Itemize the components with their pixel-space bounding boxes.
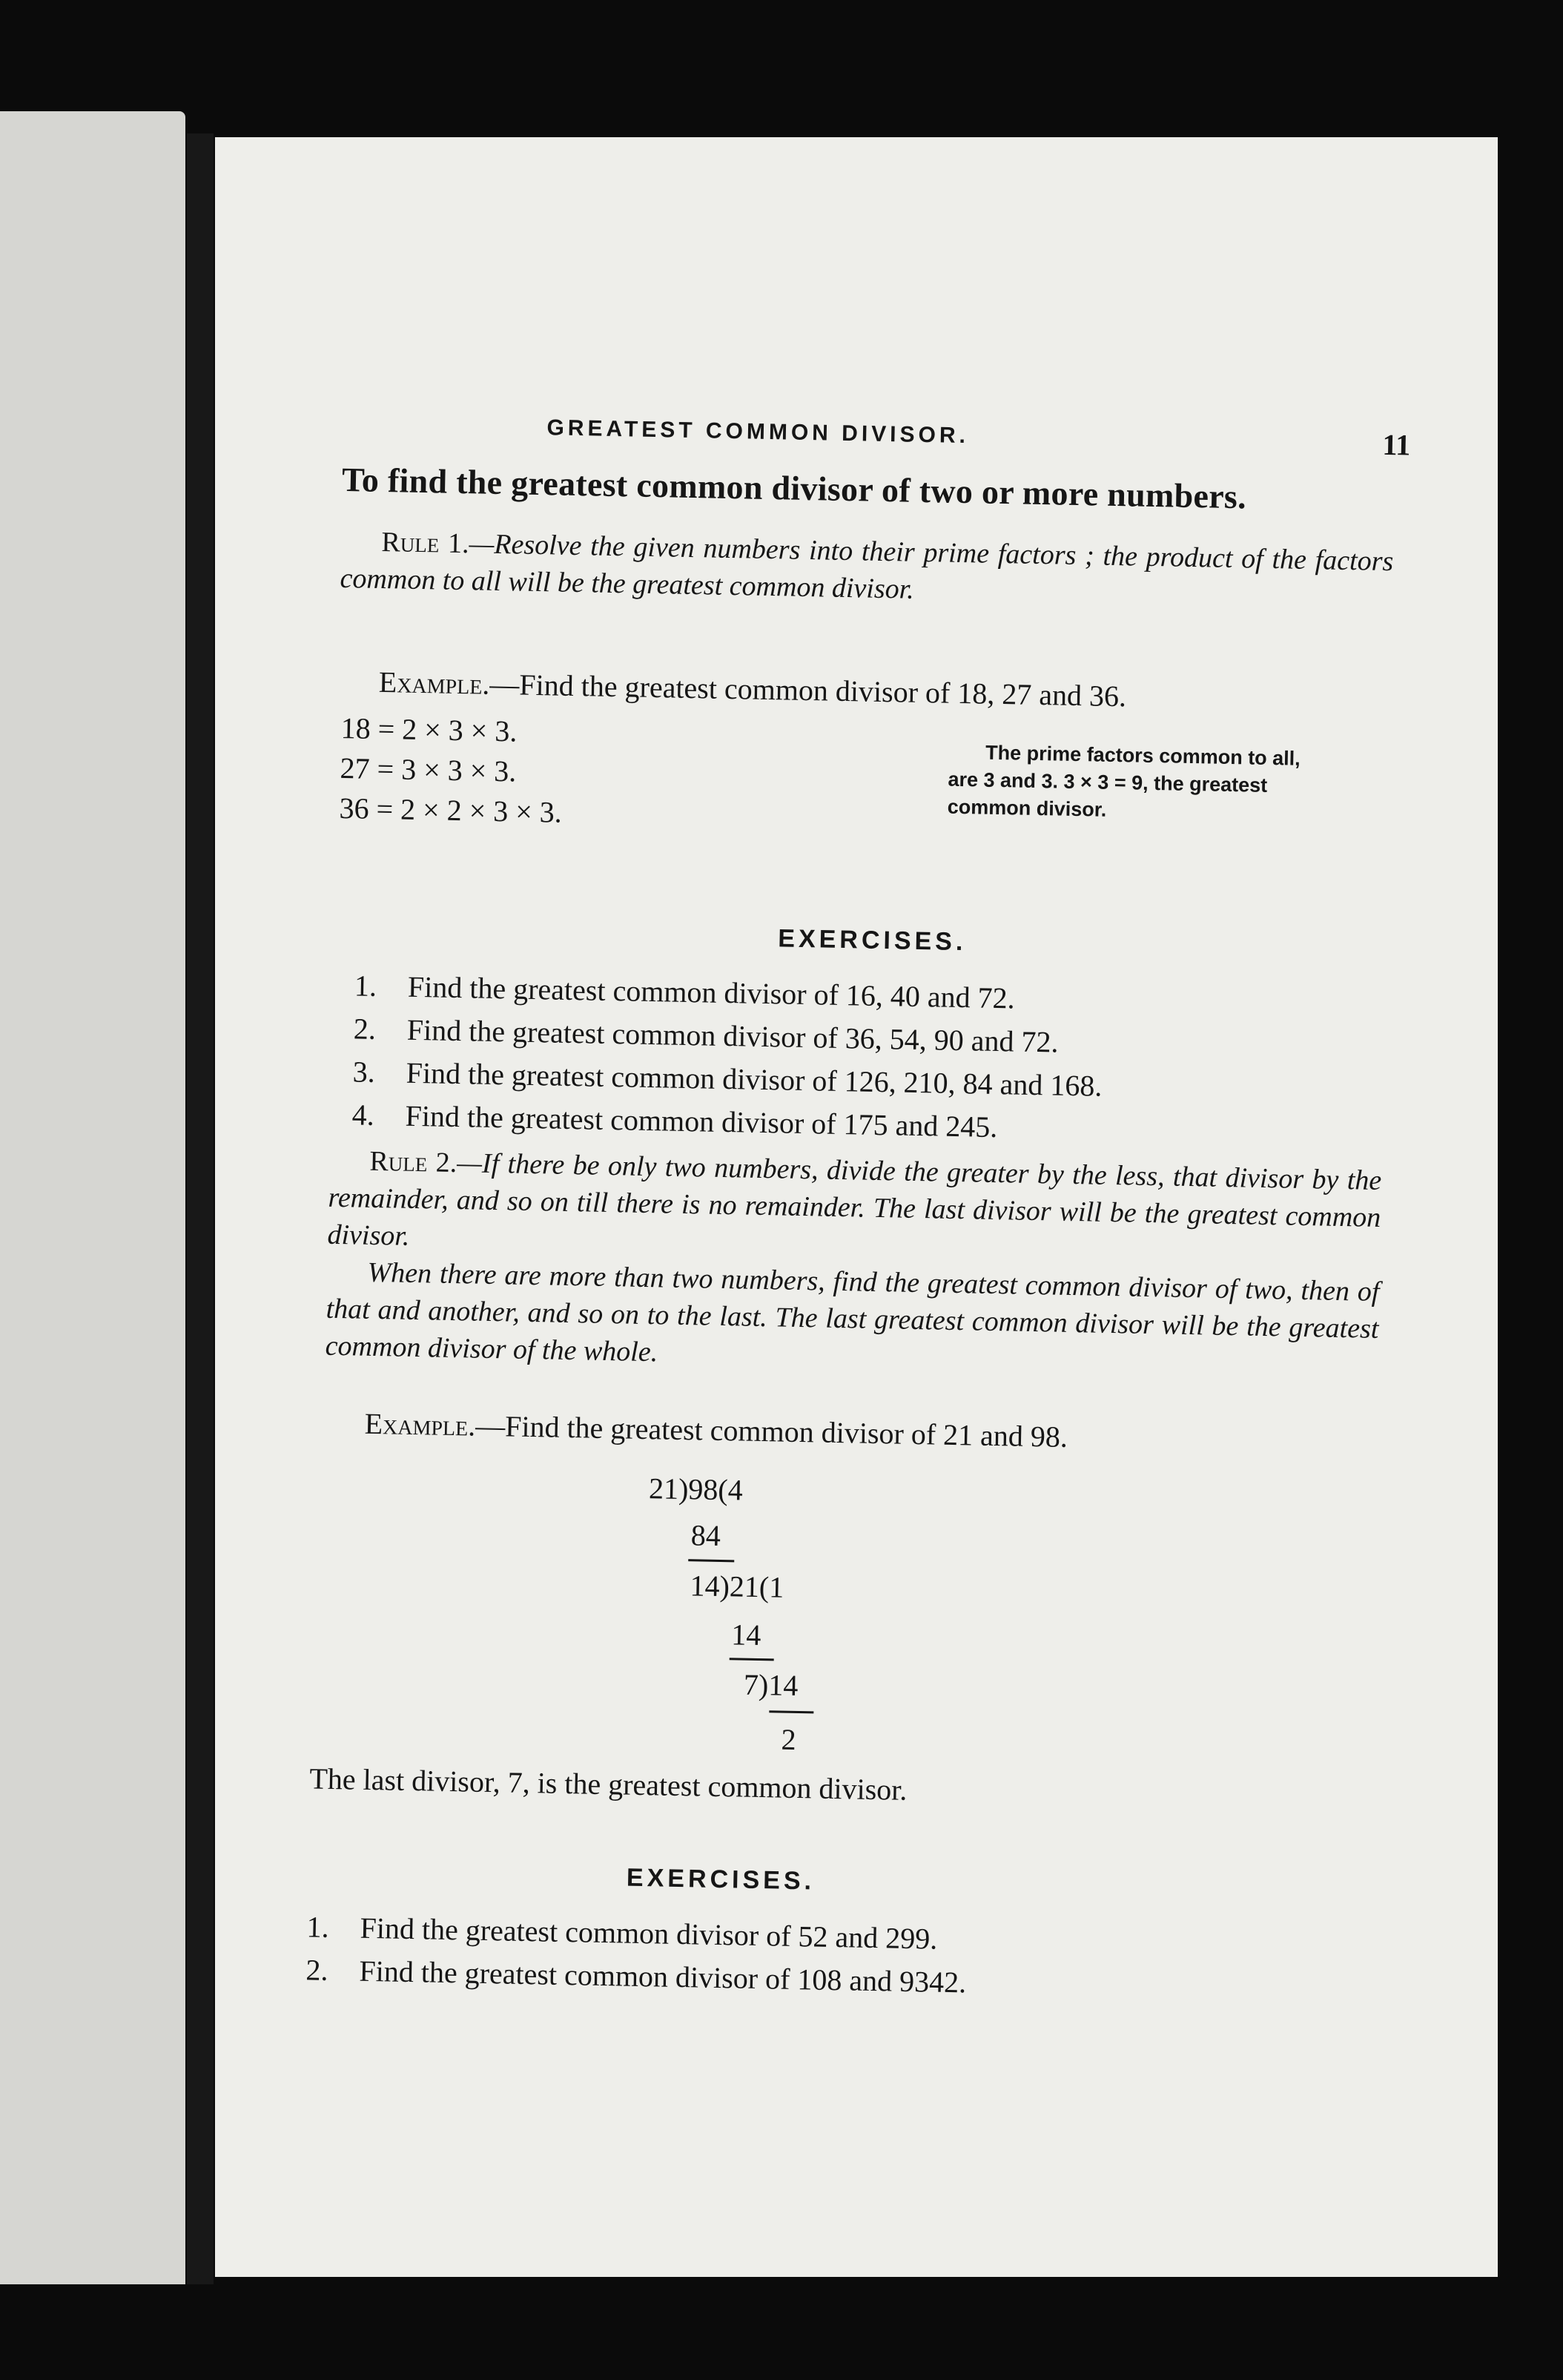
rule-2-lead: Rule 2. bbox=[369, 1145, 457, 1179]
item-text: Find the greatest common divisor of 36, 54, 90 and 72. bbox=[406, 1012, 1059, 1059]
item-text: Find the greatest common divisor of 52 and 299. bbox=[360, 1911, 938, 1956]
item-number: 1. bbox=[354, 969, 377, 1003]
item-number: 4. bbox=[351, 1098, 375, 1132]
example-2-text: —Find the greatest common divisor of 21 and 98. bbox=[475, 1408, 1068, 1454]
section-heading: To find the greatest common divisor of two or more numbers. bbox=[341, 460, 1247, 516]
note-line: are 3 and 3. 3 × 3 = 9, the greatest bbox=[948, 768, 1268, 797]
example-2-lead: Example. bbox=[364, 1406, 476, 1443]
item-text: Find the greatest common divisor of 175 and 245. bbox=[405, 1098, 998, 1144]
item-text: Find the greatest common divisor of 16, 40 and 72. bbox=[407, 969, 1016, 1015]
division-rule bbox=[688, 1559, 734, 1562]
rule-2-continuation bbox=[325, 1253, 1380, 1385]
rule-2 bbox=[327, 1142, 1382, 1273]
equation-18: 18 = 2 × 3 × 3. bbox=[340, 711, 518, 748]
equation-36: 36 = 2 × 2 × 3 × 3. bbox=[339, 791, 563, 829]
note-line: common divisor. bbox=[947, 795, 1107, 821]
running-title: GREATEST COMMON DIVISOR. bbox=[546, 415, 970, 449]
division-rule bbox=[769, 1710, 813, 1713]
example-1-text: —Find the greatest common divisor of 18, 27 and 36. bbox=[489, 667, 1127, 713]
factor-equations bbox=[339, 708, 564, 833]
example-2 bbox=[364, 1406, 1068, 1454]
equation-27: 27 = 3 × 3 × 3. bbox=[340, 751, 517, 788]
item-text: Find the greatest common divisor of 126, 210, 84 and 168. bbox=[406, 1055, 1103, 1103]
book-spine bbox=[187, 133, 214, 2284]
rule-2-text: —If there be only two numbers, divide the greater by the less, that divisor by the remainder, and so on till there is no remainder. The last divisor will be the greatest common divisor. bbox=[327, 1147, 1382, 1252]
exercises-2-list bbox=[305, 1905, 968, 2004]
item-text: Find the greatest common divisor of 108 and 9342. bbox=[359, 1954, 967, 2000]
example-1-lead: Example. bbox=[378, 665, 490, 701]
division-step: 14 bbox=[730, 1618, 761, 1652]
item-number: 2. bbox=[353, 1012, 377, 1046]
division-step: 14)21(1 bbox=[690, 1569, 784, 1604]
division-step: 7)14 bbox=[743, 1667, 799, 1703]
example-1-note bbox=[947, 739, 1386, 829]
book-page bbox=[215, 137, 1498, 2277]
note-line: The prime factors common to all, bbox=[985, 741, 1301, 770]
example-2-conclusion: The last divisor, 7, is the greatest common divisor. bbox=[309, 1761, 908, 1807]
running-header bbox=[343, 412, 1411, 462]
rule-1-lead: Rule 1. bbox=[381, 526, 470, 560]
page-content bbox=[305, 137, 1416, 2297]
division-remainder: 2 bbox=[781, 1722, 797, 1756]
item-number: 3. bbox=[352, 1055, 376, 1089]
item-number: 1. bbox=[306, 1910, 330, 1944]
rule-1 bbox=[340, 523, 1394, 617]
exercises-1-list bbox=[351, 964, 1104, 1150]
division-rule bbox=[730, 1658, 774, 1661]
rule-2-text-2: When there are more than two numbers, find the greatest common divisor of two, then of that and another, and so on to the last. The last greatest common divisor will be the greatest common divisor of the whole. bbox=[325, 1256, 1380, 1368]
rule-1-text: —Resolve the given numbers into their prime factors ; the product of the factors common to all will be the greatest common divisor. bbox=[340, 528, 1394, 605]
page-number: 11 bbox=[1382, 427, 1411, 462]
division-step: 84 bbox=[690, 1518, 721, 1552]
facing-page-edge bbox=[0, 111, 185, 2284]
item-number: 2. bbox=[305, 1953, 328, 1987]
division-step: 21)98(4 bbox=[648, 1471, 744, 1507]
example-1 bbox=[378, 665, 1126, 713]
exercises-1-title: EXERCISES. bbox=[778, 924, 967, 957]
exercises-2-title: EXERCISES. bbox=[626, 1863, 816, 1896]
